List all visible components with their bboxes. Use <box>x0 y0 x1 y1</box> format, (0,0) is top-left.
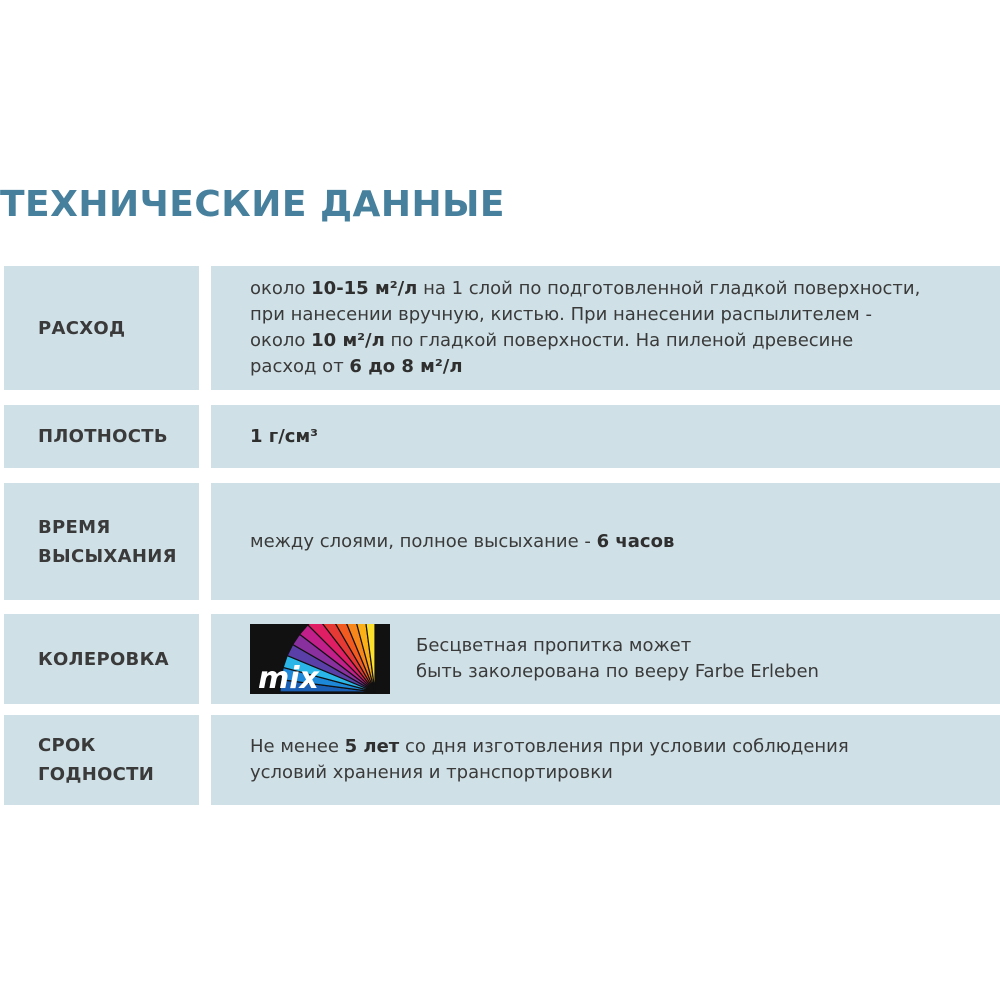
label-line: СРОК <box>38 735 96 756</box>
value-bold-run: 6 часов <box>596 530 675 552</box>
value-bold-run: 10-15 м²/л <box>311 278 418 299</box>
value-text <box>250 529 674 555</box>
row-shelf-life-label <box>4 715 199 805</box>
value-run: со дня изготовления при условии соблюдения <box>399 736 849 757</box>
value-run: между слоями, полное высыхание - <box>250 530 597 552</box>
label-text <box>38 645 169 674</box>
row-drying-label <box>4 483 199 600</box>
value-run: на 1 слой по подготовленной гладкой поверхности, <box>417 278 921 299</box>
row-tinting-value <box>211 614 1000 704</box>
value-bold-run: 6 до 8 м²/л <box>349 356 463 377</box>
value-line <box>250 529 674 555</box>
value-line <box>250 424 318 450</box>
label-line: ПЛОТНОСТЬ <box>38 426 168 447</box>
row-shelf-life-value <box>211 715 1000 805</box>
row-density-value <box>211 405 1000 468</box>
label-text <box>38 513 177 571</box>
label-text <box>38 314 125 343</box>
label-line: КОЛЕРОВКА <box>38 648 169 670</box>
label-line: ГОДНОСТИ <box>38 764 155 785</box>
value-run: около <box>250 278 312 299</box>
value-line <box>250 302 920 328</box>
value-run: условий хранения и транспортировки <box>250 762 613 783</box>
row-consumption-label <box>4 266 199 390</box>
label-text <box>38 731 154 789</box>
value-run: быть заколерована по вееру Farbe Erleben <box>416 661 819 682</box>
label-line: ВЫСЫХАНИЯ <box>38 545 177 567</box>
value-run: расход от <box>250 356 350 377</box>
value-run: Не менее <box>250 736 345 757</box>
value-run: по гладкой поверхности. На пиленой древесине <box>384 330 854 351</box>
mix-logo-icon <box>250 624 390 694</box>
value-line <box>416 659 819 685</box>
mix-logo-text: mix <box>258 661 319 694</box>
value-run: Бесцветная пропитка может <box>416 635 692 656</box>
value-line <box>250 328 920 354</box>
row-density-label <box>4 405 199 468</box>
row-drying-value <box>211 483 1000 600</box>
label-line: ВРЕМЯ <box>38 516 111 538</box>
value-text <box>250 276 920 380</box>
row-tinting-label <box>4 614 199 704</box>
value-bold-run: 5 лет <box>344 736 400 757</box>
label-line: РАСХОД <box>38 317 126 339</box>
value-text <box>250 424 318 450</box>
row-consumption-value <box>211 266 1000 390</box>
value-line <box>250 734 849 760</box>
value-line <box>250 760 849 786</box>
label-text <box>38 422 168 451</box>
value-line <box>416 633 819 659</box>
value-line <box>250 276 920 302</box>
value-text <box>416 633 819 685</box>
value-bold-run: 10 м²/л <box>311 330 385 351</box>
value-run: при нанесении вручную, кистью. При нанесении распылителем - <box>250 304 872 325</box>
value-bold-run: 1 г/см³ <box>250 425 319 447</box>
value-run: около <box>250 330 312 351</box>
value-line <box>250 354 920 380</box>
page-title: ТЕХНИЧЕСКИЕ ДАННЫЕ <box>0 184 506 225</box>
value-text <box>250 734 849 786</box>
